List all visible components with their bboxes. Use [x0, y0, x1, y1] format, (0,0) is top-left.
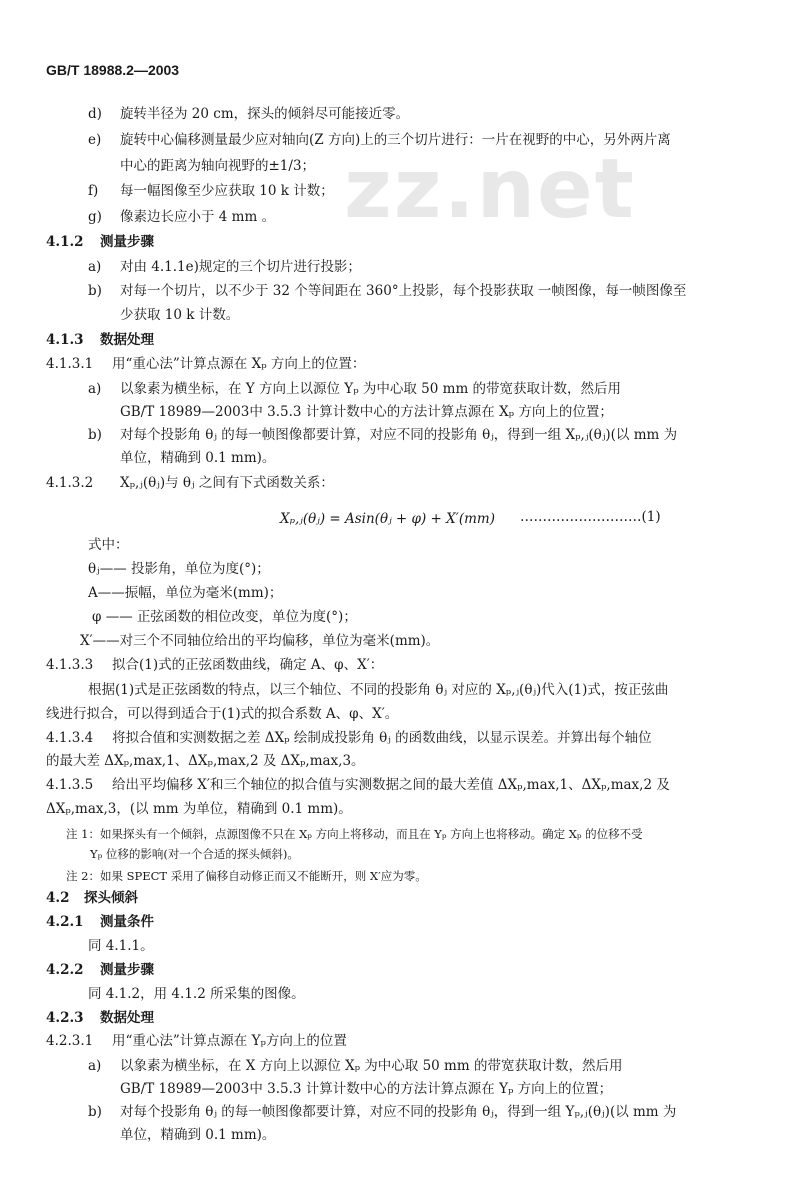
section-heading: 数据处理	[100, 1010, 154, 1026]
text-line: 对由 4.1.1e)规定的三个切片进行投影；	[120, 259, 361, 275]
text-line: ΔXₚ,max,3，(以 mm 为单位，精确到 0.1 mm)。	[46, 801, 352, 817]
text-line: A——振幅，单位为毫米(mm)；	[88, 585, 283, 601]
equation: Xₚ,ⱼ(θⱼ) = Asin(θⱼ + φ) + X′(mm)	[280, 511, 495, 527]
text-line: Xₚ,ⱼ(θⱼ)与 θⱼ 之间有下式函数关系：	[120, 475, 334, 491]
text-line: φ —— 正弦函数的相位改变，单位为度(°)；	[92, 609, 357, 625]
section-heading: 4.1.2	[46, 234, 84, 250]
text-line: 4.1.3.1	[46, 356, 94, 372]
section-heading: 4.2.3	[46, 1010, 84, 1026]
text-line: f)	[88, 183, 99, 199]
text-line: 4.1.3.4	[46, 730, 94, 746]
text-line: a)	[88, 381, 102, 397]
text-line: θⱼ—— 投影角，单位为度(°)；	[88, 561, 270, 577]
section-heading: 探头倾斜	[84, 890, 138, 906]
note-line: Yₚ 位移的影响(对一个合适的探头倾斜)。	[90, 847, 299, 861]
text-line: 对每一个切片，以不少于 32 个等间距在 360°上投影，每个投影获取 一帧图像，每一帧图像至	[120, 283, 687, 299]
text-line: 拟合(1)式的正弦函数曲线，确定 A、φ、X′：	[112, 657, 384, 673]
section-heading: 测量条件	[100, 914, 154, 930]
section-heading: 测量步骤	[100, 234, 154, 250]
text-line: 对每个投影角 θⱼ 的每一帧图像都要计算，对应不同的投影角 θⱼ，得到一组 Yₚ,ⱼ(θⱼ)(以 mm 为	[120, 1104, 677, 1120]
text-line: b)	[88, 427, 102, 443]
document-header: GB/T 18988.2—2003	[46, 62, 180, 78]
section-heading: 4.1.3	[46, 332, 84, 348]
text-line: 旋转半径为 20 cm，探头的倾斜尽可能接近零。	[120, 106, 410, 122]
text-line: 用“重心法”计算点源在 Yₚ方向上的位置	[112, 1033, 347, 1049]
text-line: g)	[88, 209, 102, 225]
text-line: GB/T 18989—2003中 3.5.3 计算计数中心的方法计算点源在 Xₚ 方向上的位置；	[120, 404, 613, 420]
text-line: 中心的距离为轴向视野的±1/3；	[120, 158, 316, 174]
text-line: 以象素为横坐标，在 Y 方向上以源位 Yₚ 为中心取 50 mm 的带宽获取计数，然后用	[120, 381, 622, 397]
text-line: b)	[88, 283, 102, 299]
text-line: a)	[88, 1058, 102, 1074]
watermark: zz.net	[344, 142, 636, 237]
text-line: 旋转中心偏移测量最少应对轴向(Z 方向)上的三个切片进行：一片在视野的中心，另外两片离	[120, 132, 671, 148]
text-line: 对每个投影角 θⱼ 的每一帧图像都要计算，对应不同的投影角 θⱼ，得到一组 Xₚ,ⱼ(θⱼ)(以 mm 为	[120, 427, 678, 443]
text-line: 用“重心法”计算点源在 Xₚ 方向上的位置：	[112, 356, 366, 372]
text-line: e)	[88, 132, 102, 148]
section-heading: 4.2.1	[46, 914, 84, 930]
section-heading: 4.2	[46, 890, 70, 906]
equation-number: ………………………(1)	[520, 509, 661, 525]
text-line: b)	[88, 1104, 102, 1120]
text-line: 像素边长应小于 4 mm 。	[120, 209, 276, 225]
text-line: 的最大差 ΔXₚ,max,1、ΔXₚ,max,2 及 ΔXₚ,max,3。	[46, 753, 365, 769]
text-line: 同 4.1.2，用 4.1.2 所采集的图像。	[88, 986, 305, 1002]
text-line: 单位，精确到 0.1 mm)。	[120, 450, 276, 466]
text-line: 每一幅图像至少应获取 10 k 计数；	[120, 183, 334, 199]
text-line: 根据(1)式是正弦函数的特点，以三个轴位、不同的投影角 θⱼ 对应的 Xₚ,ⱼ(θⱼ)代入(1)式，按正弦曲	[88, 682, 669, 698]
text-line: 式中：	[88, 537, 129, 553]
text-line: 将拟合值和实测数据之差 ΔXₚ 绘制成投影角 θⱼ 的函数曲线，以显示误差。并算出每个轴位	[112, 730, 652, 746]
text-line: 以象素为横坐标，在 X 方向上以源位 Xₚ 为中心取 50 mm 的带宽获取计数，然后用	[120, 1058, 623, 1074]
text-line: 4.1.3.2	[46, 475, 94, 491]
text-line: d)	[88, 106, 102, 122]
text-line: 单位，精确到 0.1 mm)。	[120, 1127, 276, 1143]
text-line: 同 4.1.1。	[88, 938, 154, 954]
text-line: GB/T 18989—2003中 3.5.3 计算计数中心的方法计算点源在 Yₚ 方向上的位置；	[120, 1081, 613, 1097]
text-line: 少获取 10 k 计数。	[120, 307, 240, 323]
text-line: 线进行拟合，可以得到适合于(1)式的拟合系数 A、φ、X′。	[46, 706, 399, 722]
text-line: 4.2.3.1	[46, 1033, 94, 1049]
section-heading: 4.2.2	[46, 962, 84, 978]
text-line: 4.1.3.3	[46, 657, 94, 673]
text-line: 4.1.3.5	[46, 777, 94, 793]
section-heading: 测量步骤	[100, 962, 154, 978]
text-line: X′——对三个不同轴位给出的平均偏移，单位为毫米(mm)。	[80, 633, 440, 649]
section-heading: 数据处理	[100, 332, 154, 348]
note-line: 注 1：如果探头有一个倾斜，点源图像不只在 Xₚ 方向上将移动，而且在 Yₚ 方向上也将移动。确定 Xₚ 的位移不受	[66, 827, 643, 841]
text-line: a)	[88, 259, 102, 275]
text-line: 给出平均偏移 X′和三个轴位的拟合值与实测数据之间的最大差值 ΔXₚ,max,1、ΔXₚ,max,2 及	[112, 777, 670, 793]
note-line: 注 2：如果 SPECT 采用了偏移自动修正而又不能断开，则 X′应为零。	[66, 869, 427, 883]
